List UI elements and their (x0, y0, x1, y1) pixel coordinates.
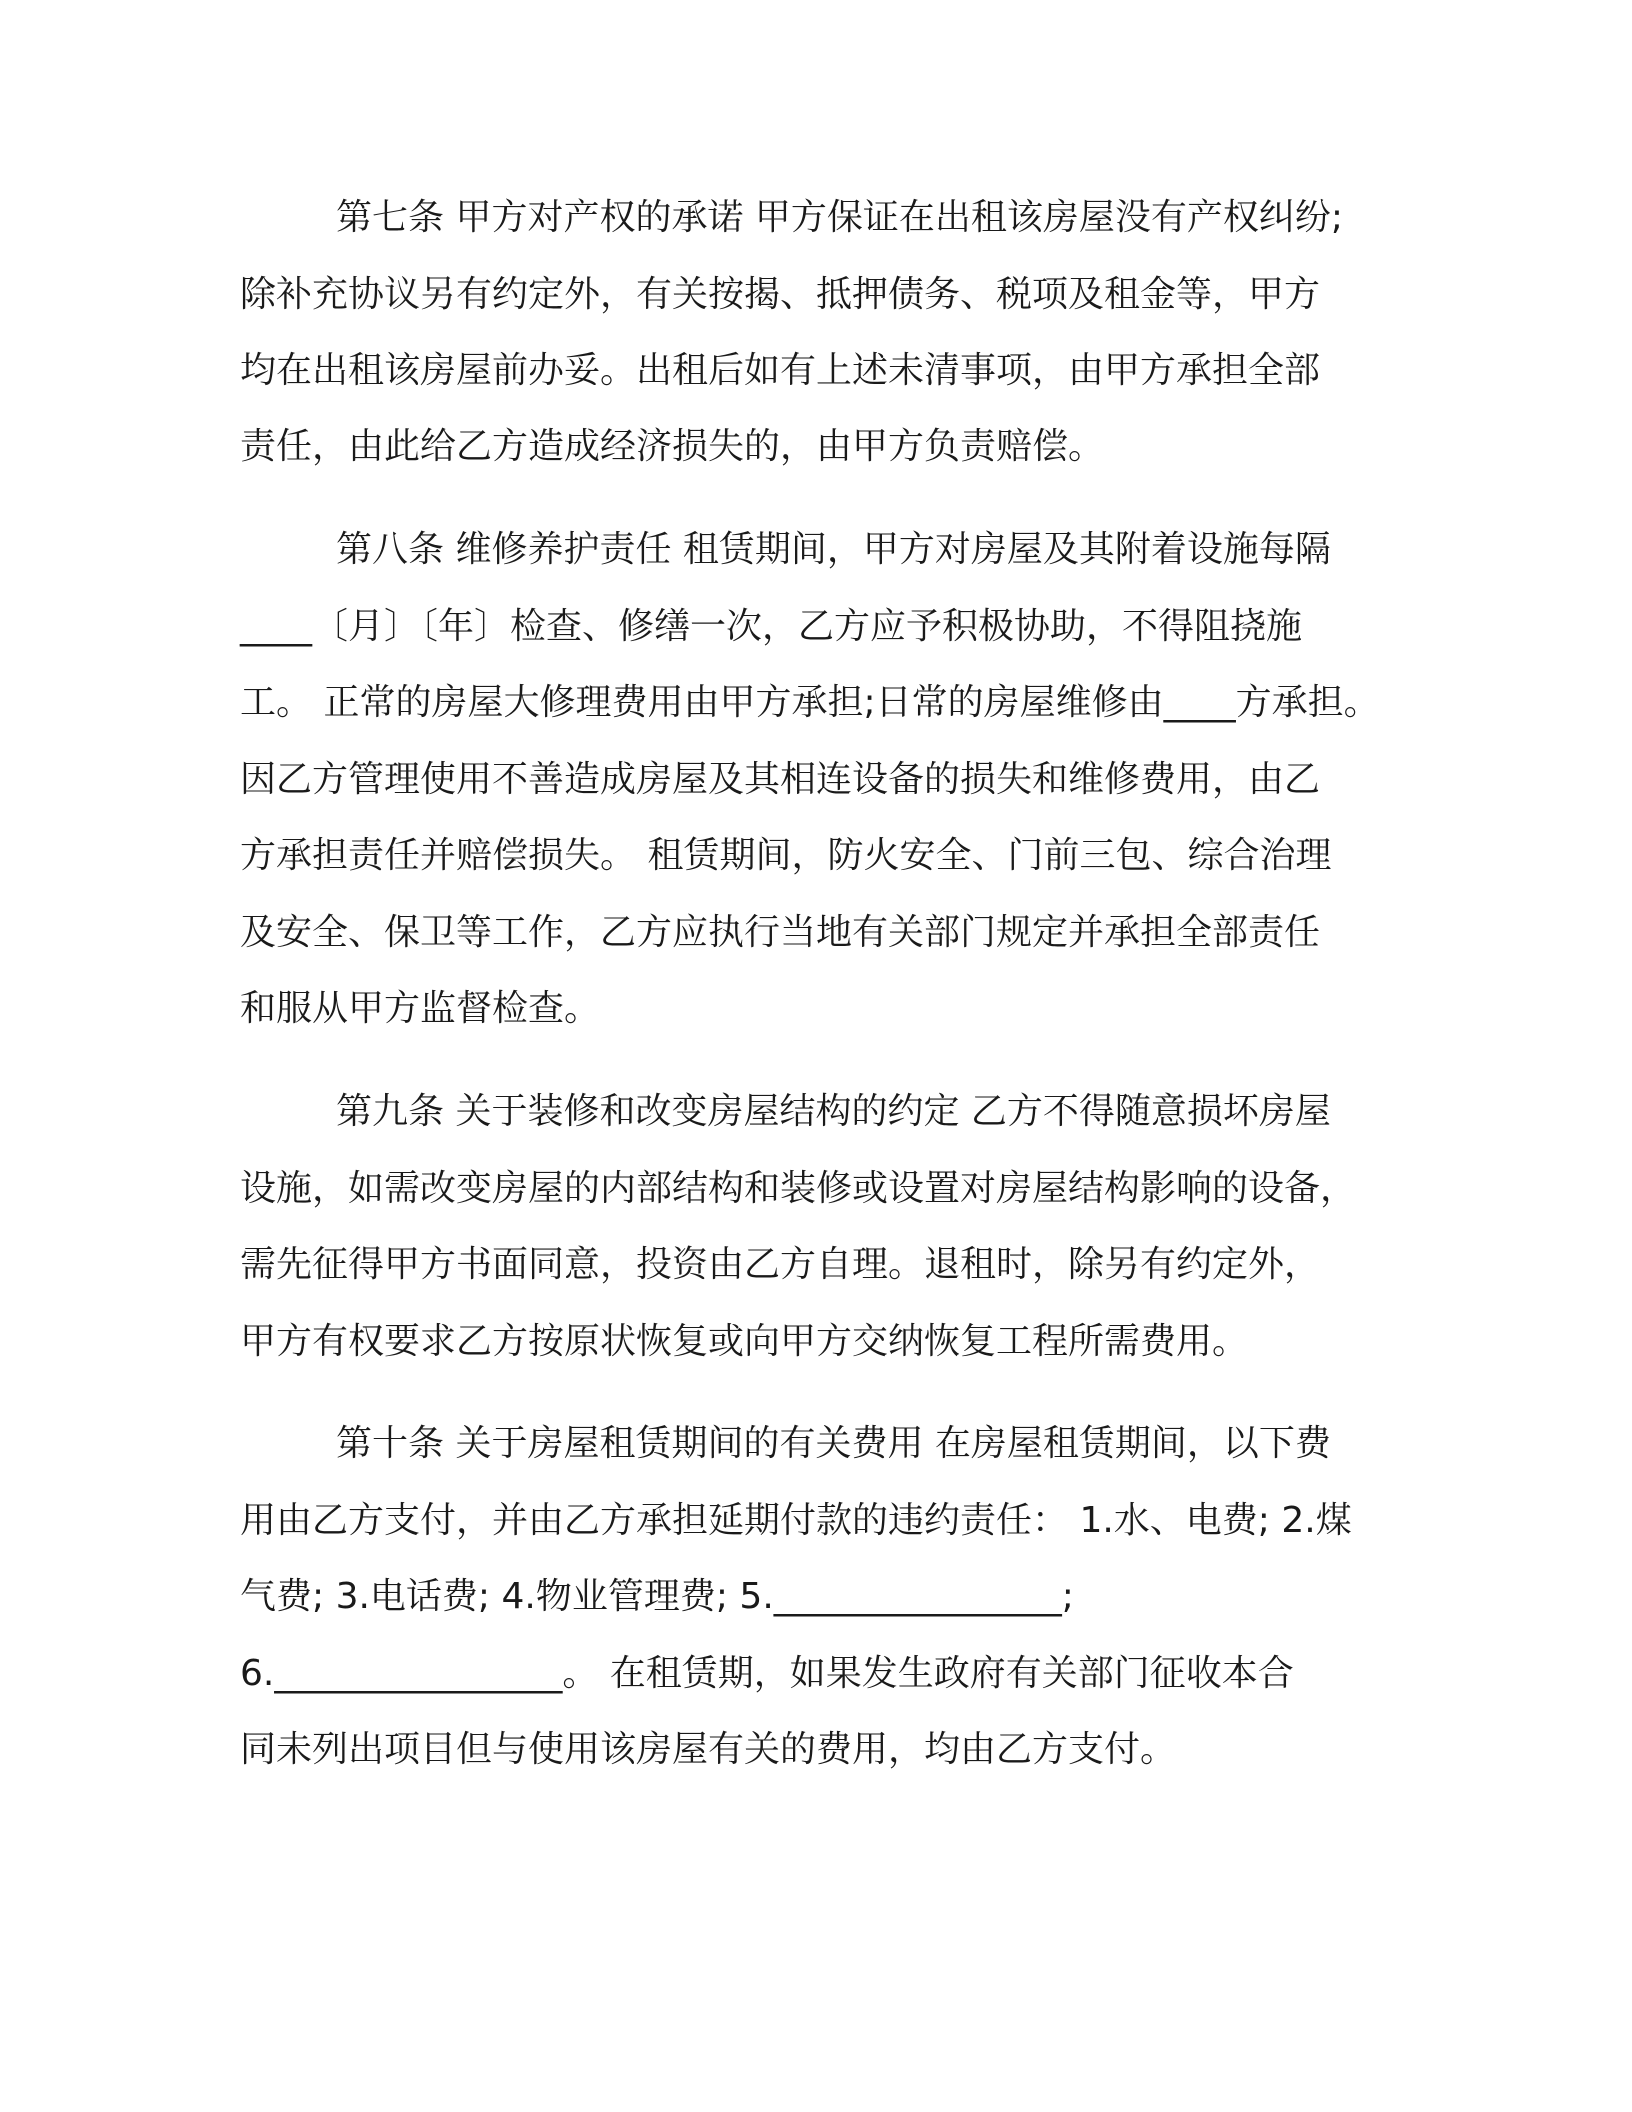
article-7-line-3: 均在出租该房屋前办妥。出租后如有上述未清事项，由甲方承担全部 (240, 350, 1321, 391)
article-9-line-3: 需先征得甲方书面同意，投资由乙方自理。退租时，除另有约定外， (240, 1244, 1321, 1285)
article-10-line-1: 第十条 关于房屋租赁期间的有关费用 在房屋租赁期间，以下费 (336, 1423, 1331, 1464)
article-7-line-4: 责任，由此给乙方造成经济损失的，由甲方负责赔偿。 (240, 426, 1105, 467)
article-10-line-2: 用由乙方支付，并由乙方承担延期付款的违约责任： 1.水、电费; 2.煤 (240, 1500, 1352, 1541)
article-10-line-5: 同未列出项目但与使用该房屋有关的费用，均由乙方支付。 (240, 1729, 1177, 1770)
article-8-line-2: ____〔月〕〔年〕检查、修缮一次，乙方应予积极协助，不得阻挠施 (240, 606, 1303, 647)
article-9-line-4: 甲方有权要求乙方按原状恢复或向甲方交纳恢复工程所需费用。 (240, 1321, 1249, 1362)
article-9-line-2: 设施，如需改变房屋的内部结构和装修或设置对房屋结构影响的设备， (240, 1168, 1357, 1209)
article-8-line-7: 和服从甲方监督检查。 (240, 988, 601, 1029)
article-10-line-3: 气费; 3.电话费; 4.物业管理费; 5.________________; (240, 1576, 1074, 1617)
article-8-line-6: 及安全、保卫等工作，乙方应执行当地有关部门规定并承担全部责任 (240, 912, 1321, 953)
article-8-line-1: 第八条 维修养护责任 租赁期间，甲方对房屋及其附着设施每隔 (336, 529, 1331, 570)
article-7-line-2: 除补充协议另有约定外，有关按揭、抵押债务、税项及租金等，甲方 (240, 274, 1321, 315)
article-10-line-4: 6.________________。 在租赁期，如果发生政府有关部门征收本合 (240, 1653, 1294, 1694)
article-8-line-5: 方承担责任并赔偿损失。 租赁期间，防火安全、门前三包、综合治理 (240, 835, 1332, 876)
article-7-line-1: 第七条 甲方对产权的承诺 甲方保证在出租该房屋没有产权纠纷; (336, 197, 1344, 238)
article-8-line-4: 因乙方管理使用不善造成房屋及其相连设备的损失和维修费用，由乙 (240, 759, 1321, 800)
article-9-line-1: 第九条 关于装修和改变房屋结构的约定 乙方不得随意损坏房屋 (336, 1091, 1331, 1132)
article-8-line-3: 工。 正常的房屋大修理费用由甲方承担;日常的房屋维修由____方承担。 (240, 682, 1380, 723)
